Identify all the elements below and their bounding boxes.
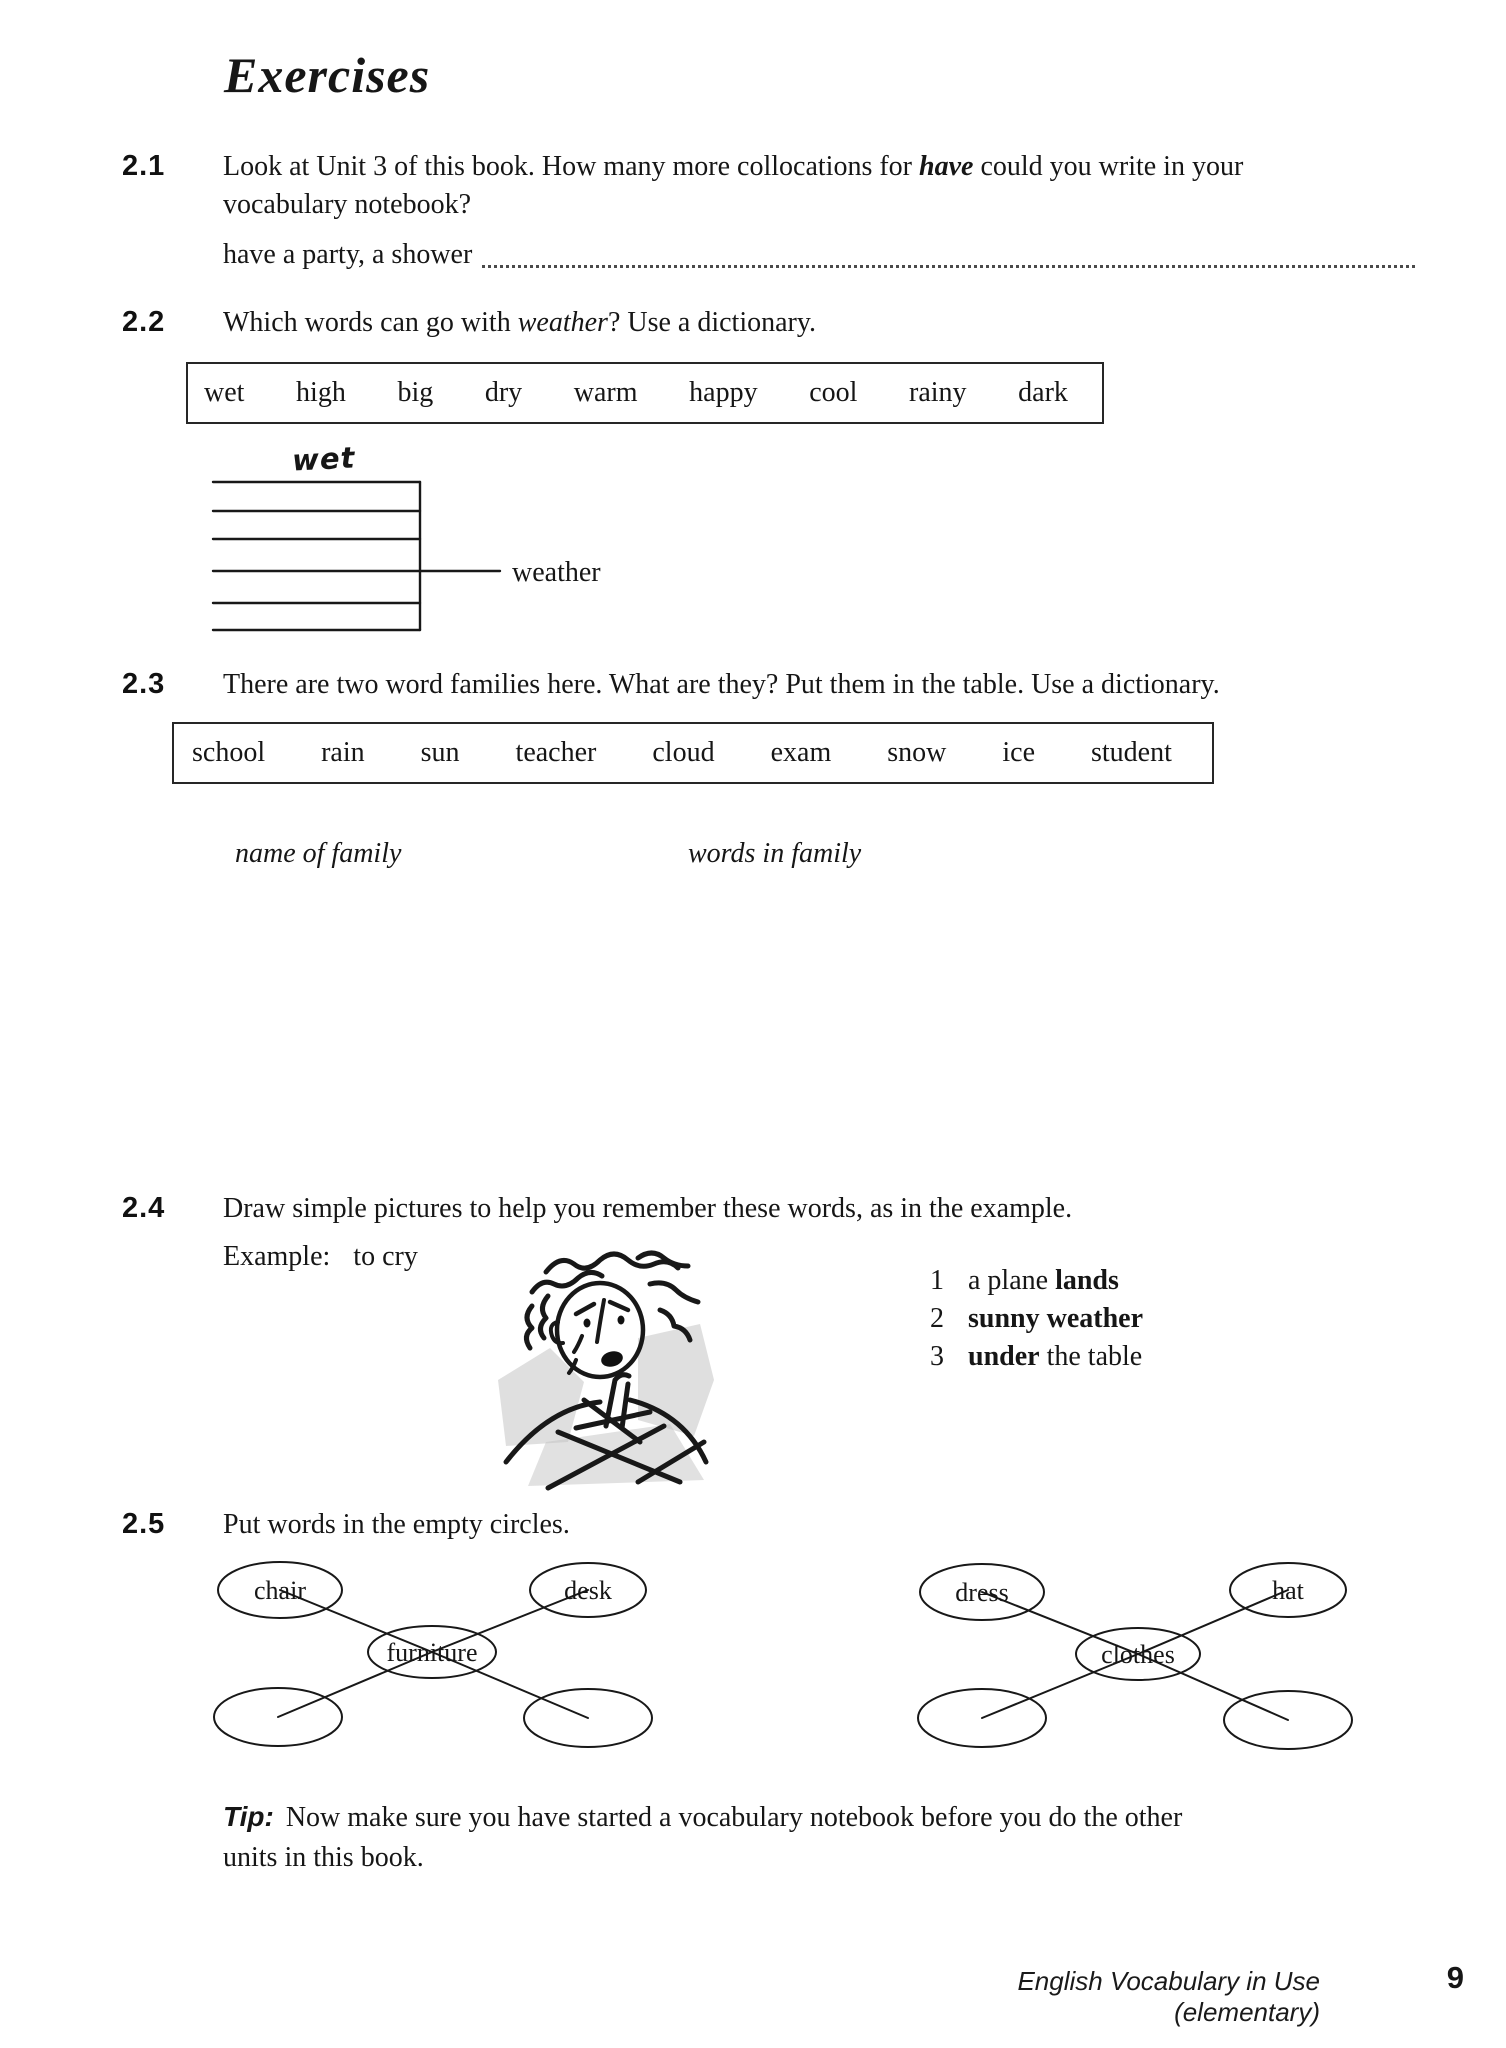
left-eyebrow	[576, 1304, 594, 1314]
label-clothes: clothes	[1101, 1640, 1175, 1669]
example-term: to cry	[353, 1241, 418, 1272]
shading-blob	[638, 1324, 714, 1436]
exercise-2-5-prompt: Put words in the empty circles.	[223, 1509, 570, 1540]
word-item: teacher	[515, 737, 597, 768]
word-list	[930, 1262, 1143, 1376]
footer-book-title: English Vocabulary in Use (elementary)	[1017, 1966, 1320, 2027]
page-title: Exercises	[224, 47, 431, 103]
list-text-plain: a plane	[968, 1265, 1056, 1296]
prompt-text: Which words can go with	[223, 307, 518, 338]
exercise-2-1-line1	[223, 148, 1415, 186]
nose-line	[597, 1300, 604, 1342]
dotted-answer-line	[482, 265, 1415, 268]
list-text	[968, 1300, 1143, 1338]
list-item-1	[930, 1262, 1143, 1300]
exercise-2-4-prompt: Draw simple pictures to help you remember these words, as in the example.	[223, 1193, 1073, 1224]
word-item: cool	[809, 377, 858, 408]
exercise-number-2-1: 2.1	[122, 150, 166, 182]
label-chair: chair	[254, 1576, 306, 1605]
tip-line2: units in this book.	[223, 1842, 424, 1873]
word-box-weather	[186, 362, 1104, 424]
page-number: 9	[1446, 1960, 1464, 1995]
exercise-2-1-prompt	[223, 148, 1415, 224]
word-item: sun	[420, 737, 460, 768]
handwritten-answer-wet: wet	[291, 440, 357, 478]
tip-label: Tip:	[223, 1801, 274, 1832]
hair-curl	[526, 1306, 532, 1348]
spider-diagram-clothes	[905, 1556, 1375, 1768]
word-item: rainy	[909, 377, 967, 408]
table-header-words-in-family: words in family	[688, 838, 862, 869]
word-box-families	[172, 722, 1214, 784]
word-item: snow	[887, 737, 947, 768]
word-item: exam	[770, 737, 832, 768]
table-header-name-of-family: name of family	[235, 838, 402, 869]
hair-stroke	[650, 1283, 698, 1302]
tip-block	[223, 1797, 1415, 1878]
arm	[622, 1384, 628, 1428]
prompt-text: ? Use a dictionary.	[607, 307, 817, 338]
list-text	[968, 1262, 1119, 1300]
list-number: 2	[930, 1303, 944, 1334]
label-furniture: furniture	[386, 1638, 478, 1667]
highlight-word-have: have	[919, 151, 974, 182]
prompt-text: could you write in your	[973, 151, 1244, 182]
list-number: 3	[930, 1341, 944, 1372]
exercise-number-2-2: 2.2	[122, 306, 166, 338]
exercise-2-1-answer-line	[223, 236, 1415, 274]
open-mouth	[600, 1349, 625, 1369]
list-text-bold: sunny weather	[968, 1303, 1144, 1334]
exercise-number-2-4: 2.4	[122, 1192, 166, 1224]
word-item: dark	[1018, 377, 1068, 408]
exercise-number-2-3: 2.3	[122, 668, 166, 700]
word-item: wet	[204, 377, 245, 408]
exercise-number-2-5: 2.5	[122, 1508, 166, 1540]
left-eye	[584, 1319, 591, 1328]
word-item: student	[1091, 737, 1172, 768]
example-label: Example:	[223, 1241, 331, 1272]
exercise-2-3-prompt: There are two word families here. What are they? Put them in the table. Use a dictionary.	[223, 669, 1220, 700]
label-hat: hat	[1272, 1576, 1304, 1605]
list-text-bold: under	[968, 1341, 1040, 1372]
tear	[574, 1336, 582, 1352]
word-item: dry	[484, 377, 523, 408]
list-text	[968, 1338, 1142, 1376]
hair-curl	[540, 1296, 548, 1338]
list-item-3	[930, 1338, 1143, 1376]
word-item: happy	[689, 377, 758, 408]
exercise-2-2-prompt	[223, 304, 1415, 342]
tip-line1	[223, 1797, 1415, 1838]
answer-lines-diagram	[206, 472, 506, 642]
word-item: cloud	[652, 737, 715, 768]
spider-diagram-furniture	[198, 1556, 668, 1768]
answer-example-text: have a party, a shower	[223, 239, 473, 270]
exercise-2-1-line2: vocabulary notebook?	[223, 189, 472, 220]
list-text-bold: lands	[1055, 1265, 1119, 1296]
word-item: rain	[321, 737, 365, 768]
diagram-label-weather: weather	[512, 557, 601, 588]
label-desk: desk	[564, 1576, 612, 1605]
label-dress: dress	[955, 1578, 1009, 1607]
highlight-word-weather: weather	[517, 307, 608, 338]
word-item: big	[397, 377, 434, 408]
word-item: high	[296, 377, 346, 408]
tip-text: Now make sure you have started a vocabulary notebook before you do the other	[285, 1802, 1183, 1833]
right-eye	[618, 1316, 625, 1325]
prompt-text: Look at Unit 3 of this book. How many more collocations for	[223, 151, 919, 182]
right-eyebrow	[610, 1302, 628, 1310]
list-text-plain: the table	[1039, 1341, 1143, 1372]
word-item: warm	[573, 377, 638, 408]
word-item: school	[192, 737, 266, 768]
example-row	[223, 1238, 418, 1276]
crying-person-drawing	[488, 1230, 716, 1492]
list-item-2	[930, 1300, 1143, 1338]
word-item: ice	[1002, 737, 1035, 768]
list-number: 1	[930, 1265, 944, 1296]
